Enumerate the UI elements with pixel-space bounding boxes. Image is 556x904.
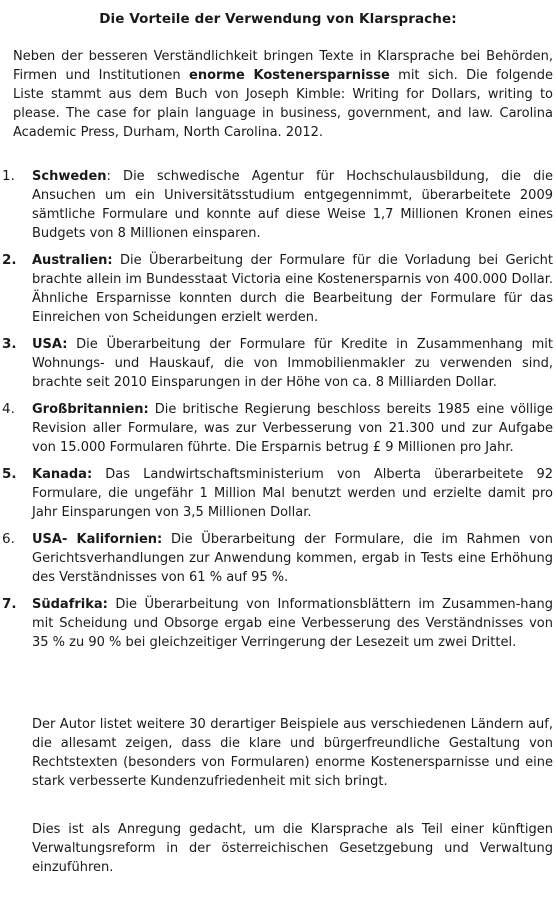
list-item-number: 1. xyxy=(2,168,15,184)
list-item-heading: Großbritannien: xyxy=(32,402,149,417)
list-item-heading: Australien: xyxy=(32,253,113,268)
list-item-heading: Schweden xyxy=(32,169,107,184)
list-item-usa-california xyxy=(0,530,553,587)
list-item-number: 5. xyxy=(2,466,17,482)
list-item-heading: USA- Kalifornien: xyxy=(32,532,163,547)
list-item-text: Das Landwirtschaftsministerium von Alberta überarbeitete 92 Formulare, die ungefähr 1 Million Mal benutzt werden und erzielte damit pro Jahr Einsparungen von 3,5 Millionen Dollar. xyxy=(32,467,553,520)
intro-text-after: mit sich. Die folgende Liste stammt aus dem Buch von Joseph Kimble: Writing for Dollars, writing to please. The case for plain language in business, government, and law. Carolina Academic Press, Durham, North Carolina. 2012. xyxy=(13,68,554,140)
list-item-usa xyxy=(0,335,553,392)
list-item-number: 3. xyxy=(2,336,17,352)
list-item-heading: USA: xyxy=(32,337,68,352)
list-item-text: Die Überarbeitung der Formulare, die im Rahmen von Gerichtsverhandlungen zur Anwendung kommen, ergab in Tests eine Erhöhung des Verständnisses von 61 % auf 95 %. xyxy=(32,532,553,585)
list-item-australia xyxy=(0,251,553,327)
list-item-text: Die Überarbeitung der Formulare für Kredite in Zusammenhang mit Wohnungs- und Hauskauf, die von Immobilienmakler zu verwenden sind, brachte seit 2010 Einsparungen in der Höhe von ca. 8 Milliarden Dollar. xyxy=(32,337,553,390)
list-item-number: 4. xyxy=(2,401,15,417)
intro-text-before: Neben der besseren Verständlichkeit bringen Texte in Klarsprache bei Behörden, Firmen und Institutionen xyxy=(13,49,553,83)
intro-bold-text: enorme Kostenersparnisse xyxy=(189,68,390,83)
list-item-text: Die Überarbeitung von Informationsblättern im Zusammen-hang mit Scheidung und Obsorge ergab eine Verbesserung des Verständnisses von 35 % zu 90 % bei gleichzeitiger Verringerung der Lesezeit um zwei Drittel. xyxy=(32,597,553,650)
page-title: Die Vorteile der Verwendung von Klarsprache: xyxy=(99,11,457,27)
list-item-number: 2. xyxy=(2,252,17,268)
closing-paragraph-suggestion: Dies ist als Anregung gedacht, um die Klarsprache als Teil einer künftigen Verwaltungsreform in der österreichischen Gesetzgebung und Verwaltung einzuführen. xyxy=(32,822,553,875)
list-item-great-britain xyxy=(0,400,553,457)
list-item-text: Die Überarbeitung der Formulare für die Vorladung bei Gericht brachte allein im Bundesstaat Victoria eine Kostenersparnis von 400.000 Dollar. Ähnliche Ersparnisse konnten durch die Bearbeitung der Formulare für das Einreichen von Scheidungen erzielt werden. xyxy=(32,253,553,325)
list-item-text: Die britische Regierung beschloss bereits 1985 eine völlige Revision aller Formulare, was zur Verbesserung von 21.300 und zur Aufgabe von 15.000 Formularen führte. Die Ersparnis betrug £ 9 Millionen pro Jahr. xyxy=(32,402,553,455)
closing-paragraph-author: Der Autor listet weitere 30 derartiger Beispiele aus verschiedenen Ländern auf, die allesamt zeigen, dass die klare und bürgerfreundliche Gestaltung von Rechtstexten (besonders von Formularen) enorme Kostenersparnisse und eine stark verbesserte Kundenzufriedenheit mit sich bringt. xyxy=(32,717,553,789)
list-item-number: 6. xyxy=(2,531,15,547)
list-item-canada xyxy=(0,465,553,522)
list-item-south-africa xyxy=(0,595,553,652)
list-item-heading: Südafrika: xyxy=(32,597,108,612)
list-item-text: : Die schwedische Agentur für Hochschulausbildung, die die Ansuchen um ein Universitätsstudium entgegennimmt, überarbeitete 2009 sämtliche Formulare und konnte auf diese Weise 1,7 Millionen Kronen eines Budgets von 8 Millionen einsparen. xyxy=(32,169,553,241)
list-item-number: 7. xyxy=(2,596,17,612)
savings-list xyxy=(0,167,553,660)
intro-paragraph xyxy=(13,47,553,142)
list-item-heading: Kanada: xyxy=(32,467,93,482)
list-item-sweden xyxy=(0,167,553,243)
